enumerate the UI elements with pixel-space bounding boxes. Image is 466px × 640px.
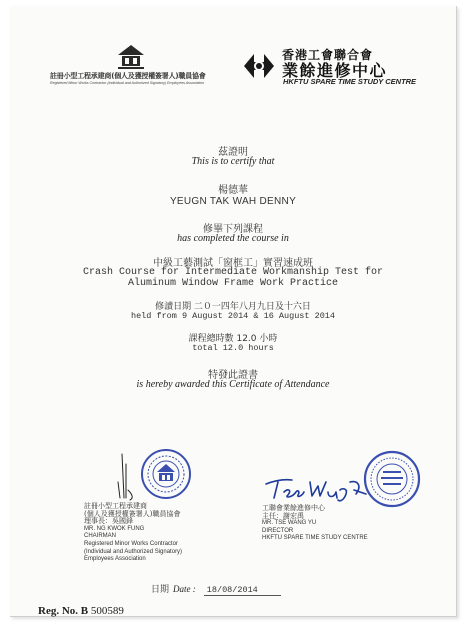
chairman-org-en-1: Registered Minor Works Contractor (84, 540, 178, 547)
course-name-en-line1: Crash Course for Intermediate Workmanship Test for (82, 267, 384, 278)
chairman-org-zh-1: 註冊小型工程承建商 (84, 502, 147, 510)
certify-en: This is to certify that (191, 156, 275, 167)
chairman-org-en-2: (Individual and Authorized Signatory) (84, 548, 183, 555)
director-org-en: HKFTU SPARE TIME STUDY CENTRE (262, 535, 368, 542)
course-name-en-line2: Aluminum Window Frame Work Practice (127, 278, 339, 289)
registration-number (38, 605, 124, 617)
course-dates-zh: 修讀日期 二０一四年八月九日及十六日 (155, 302, 311, 312)
centre-name-en: HKFTU SPARE TIME STUDY CENTRE (283, 77, 417, 86)
registration-number-value: 500589 (90, 605, 124, 617)
director-signature (262, 470, 370, 504)
chairman-org-zh-2: (個人及獲授權簽署人)職員協會 (84, 509, 181, 518)
association-name-en: Registered Minor Works Contractor (Individual and Authorized Signatory) Employees Association (50, 81, 205, 85)
director-name-en: MR. TSE WANG YU (262, 520, 317, 527)
chairman-signature-block (84, 503, 182, 564)
course-hours-en: total 12.0 hours (192, 343, 274, 353)
date-value: 18/08/2014 (204, 585, 281, 596)
registration-number-label: Reg. No. B (38, 605, 89, 617)
chairman-name-en: MR. NG KWOK FUNG (84, 525, 145, 532)
chairman-role-en: CHAIRMAN (84, 533, 117, 540)
director-org-zh: 工聯會業餘進修中心 (262, 504, 325, 512)
completed-zh: 修畢下列課程 (203, 224, 263, 235)
centre-name-zh: 業餘進修中心 (282, 61, 388, 80)
federation-name-zh: 香港工會聯合會 (282, 48, 374, 62)
association-logo (116, 44, 146, 70)
award-zh: 特發此證書 (208, 370, 258, 381)
director-role-en: DIRECTOR (262, 527, 294, 534)
association-name-zh: 註冊小型工程承建商(個人及獲授權簽署人)職員協會 (50, 72, 206, 80)
certify-zh: 茲證明 (218, 147, 248, 158)
association-stamp (140, 448, 192, 500)
chairman-org-en-3: Employees Association (84, 556, 146, 563)
completed-en: has completed the course in (177, 233, 289, 244)
centre-stamp (363, 450, 421, 508)
chairman-title-zh: 理事長：吳國鋒 (84, 517, 133, 526)
date-label-en: Date : (173, 584, 196, 594)
course-name-zh: 中級工藝測試「窗框工」實習速成班 (153, 258, 313, 269)
recipient-name-zh: 楊德華 (218, 185, 248, 196)
course-dates-en: held from 9 August 2014 & 16 August 2014 (130, 311, 336, 321)
course-hours-zh: 課程總時數 12.0 小時 (188, 334, 278, 344)
date-label-zh: 日期 (151, 585, 170, 595)
date-row (151, 579, 281, 597)
director-title-zh: 主任：謝宏禹 (262, 511, 304, 520)
hkftu-logo (240, 48, 278, 84)
chairman-signature-mark (110, 452, 140, 502)
director-signature-block (262, 505, 368, 543)
award-en: is hereby awarded this Certificate of Attendance (136, 379, 330, 390)
recipient-name-en: YEUGN TAK WAH DENNY (169, 196, 297, 207)
